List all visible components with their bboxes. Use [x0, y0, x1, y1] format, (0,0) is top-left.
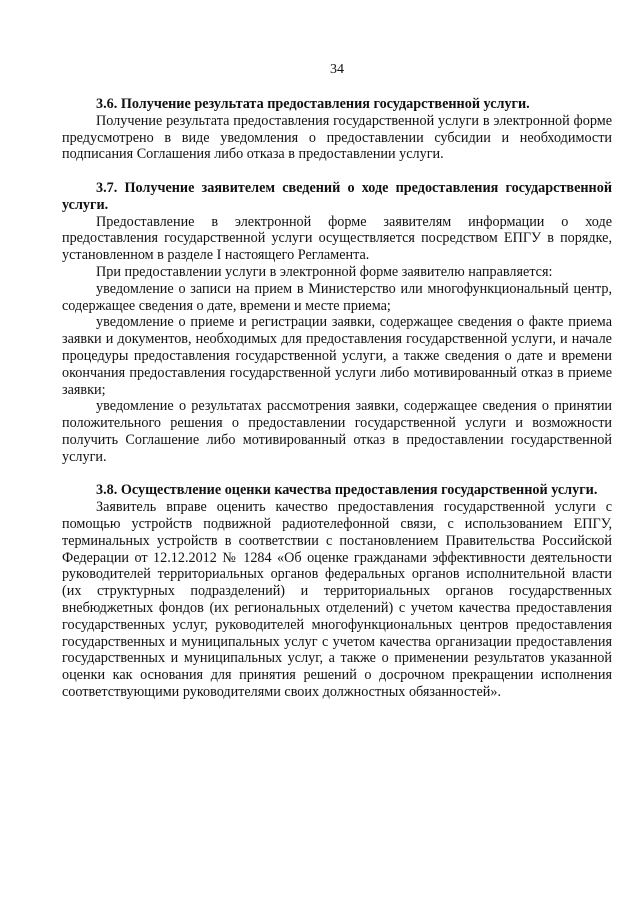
section-3-6: [62, 96, 612, 163]
section-heading: 3.6. Получение результата предоставления государственной услуги.: [96, 96, 530, 112]
paragraph: Заявитель вправе оценить качество предоставления государственной услуги с помощью устройств подвижной радиотелефонной связи, с использованием ЕПГУ, терминальных устройств в соответствии с постановлением Правительства Российской Федерации от 12.12.2012 № 1284 «Об оценке гражданами эффективности деятельности руководителей территориальных органов федеральных органов исполнительной власти (их структурных подразделений) и территориальных органов государственных внебюджетных фондов (их региональных отделений) с учетом качества предоставления государственных услуг, руководителей многофункциональных центров предоставления государственных и муниципальных услуг с учетом качества организации предоставления государственных и муниципальных услуг, а также о применении результатов указанной оценки как основания для принятия решений о досрочном прекращении исполнения соответствующими руководителями своих должностных обязанностей».: [62, 499, 612, 700]
paragraph: Получение результата предоставления государственной услуги в электронной форме предусмотрено в виде уведомления о предоставлении субсидии и необходимости подписания Соглашения либо отказа в предоставлении услуги.: [62, 112, 612, 163]
paragraph: уведомление о приеме и регистрации заявки, содержащее сведения о факте приема заявки и документов, необходимых для предоставления государственной услуги, и начале процедуры предоставления государственной услуги, а также сведения о дате и времени окончания предоставления государственной услуги либо мотивированный отказ в приеме заявки;: [62, 314, 612, 398]
paragraph: Предоставление в электронной форме заявителям информации о ходе предоставления государственной услуги осуществляется посредством ЕПГУ в порядке, установленном в разделе I настоящего Регламента.: [62, 213, 612, 264]
section-3-7: [62, 180, 612, 466]
section-heading: 3.8. Осуществление оценки качества предоставления государственной услуги.: [96, 482, 598, 499]
section-3-8: [62, 482, 612, 700]
paragraph: уведомление о результатах рассмотрения заявки, содержащее сведения о принятии положительного решения о предоставлении государственной услуги и возможности получить Соглашение либо мотивированный отказ в предоставлении государственной услуги.: [62, 398, 612, 465]
page-number: 34: [330, 62, 344, 77]
paragraph: При предоставлении услуги в электронной форме заявителю направляется:: [96, 263, 553, 280]
section-heading: 3.7. Получение заявителем сведений о ходе предоставления государственной услуги.: [62, 179, 612, 213]
paragraph: уведомление о записи на прием в Министерство или многофункциональный центр, содержащее сведения о дате, времени и месте приема;: [62, 280, 612, 314]
document-body: [62, 96, 612, 701]
